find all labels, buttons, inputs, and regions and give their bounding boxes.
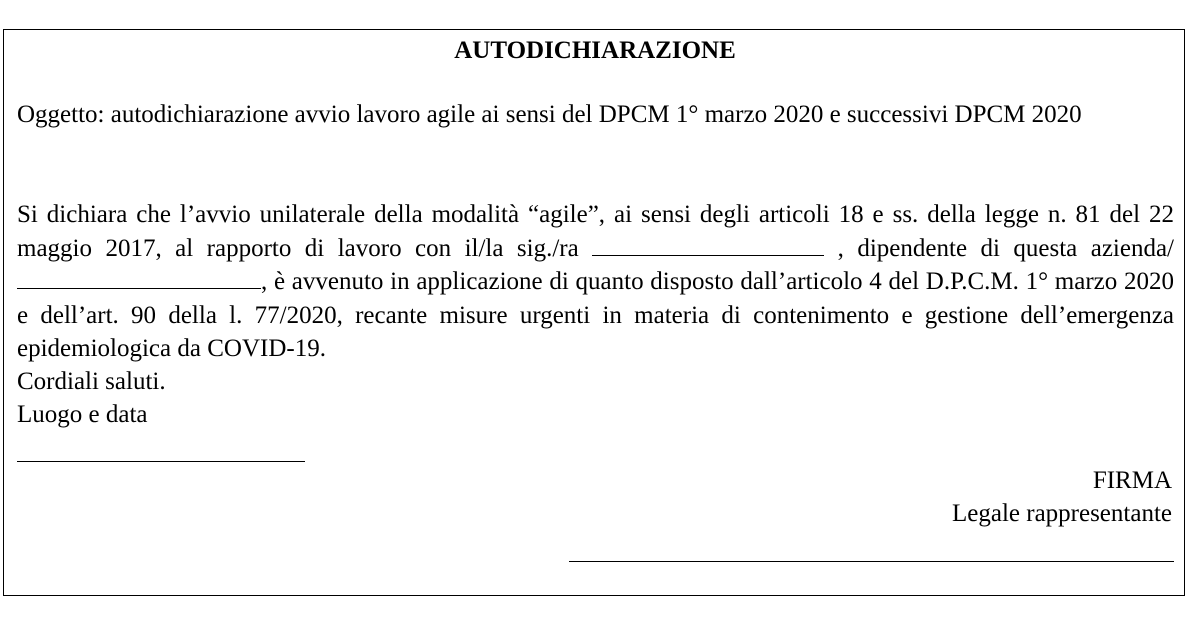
place-date-label: Luogo e data xyxy=(17,401,148,428)
document-title: AUTODICHIARAZIONE xyxy=(454,37,736,64)
declaration-text-part1: Si dichiara che l’avvio unilaterale della modalità “agile”, ai sensi degli articoli 18 e ss. della legge n. 81 del 22 maggio 2017, al rapporto di lavoro con il/la sig./ra xyxy=(17,201,1174,262)
place-date-line xyxy=(17,461,305,462)
document-frame xyxy=(3,29,1185,596)
company-name-blank xyxy=(17,266,261,289)
declaration-paragraph xyxy=(17,198,1174,366)
subject-paragraph: Oggetto: autodichiarazione avvio lavoro agile ai sensi del DPCM 1° marzo 2020 e successivi DPCM 2020 xyxy=(17,101,1082,128)
signature-label: FIRMA xyxy=(1092,467,1172,494)
declaration-text-part2: , dipendente di questa azienda/ xyxy=(837,234,1175,262)
signature-role: Legale rappresentante xyxy=(951,500,1172,527)
signature-line xyxy=(569,561,1174,562)
employee-name-blank xyxy=(592,233,824,256)
declaration-text-part3: , è avvenuto in applicazione di quanto disposto dall’articolo 4 del D.P.C.M. 1° marzo 2020 e dell’art. 90 della l. 77/2020, recante misure urgenti in materia di contenimento e gestione dell’emergenza epidemiologica da COVID-19. xyxy=(17,268,1174,362)
closing-text: Cordiali saluti. xyxy=(17,368,166,395)
